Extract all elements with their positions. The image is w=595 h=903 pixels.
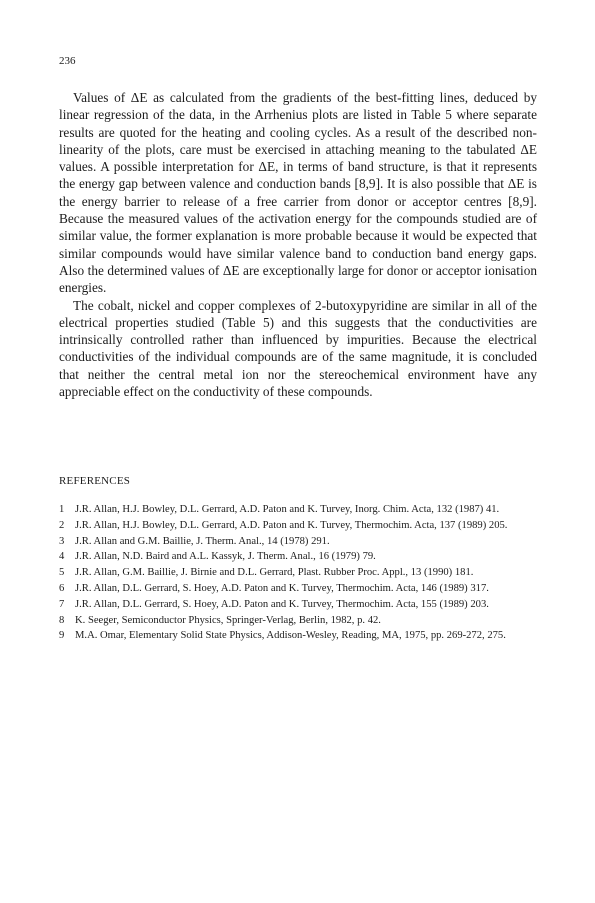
reference-number: 3 [59,535,65,547]
reference-text: J.R. Allan, D.L. Gerrard, S. Hoey, A.D. Paton and K. Turvey, Thermochim. Acta, 155 (1989) 203. [75,598,489,610]
references-list [59,502,537,644]
reference-text: J.R. Allan, D.L. Gerrard, S. Hoey, A.D. Paton and K. Turvey, Thermochim. Acta, 146 (1989) 317. [75,582,489,594]
reference-text: J.R. Allan and G.M. Baillie, J. Therm. Anal., 14 (1978) 291. [75,535,330,547]
reference-text: J.R. Allan, H.J. Bowley, D.L. Gerrard, A.D. Paton and K. Turvey, Inorg. Chim. Acta, 132 (1987) 41. [75,504,500,515]
body-text [59,89,537,400]
reference-item [59,518,537,534]
reference-text: J.R. Allan, N.D. Baird and A.L. Kassyk, J. Therm. Anal., 16 (1979) 79. [75,551,376,563]
body-paragraph: Values of ΔE as calculated from the gradients of the best-fitting lines, deduced by linear regression of the data, in the Arrhenius plots are listed in Table 5 where separate results are quoted for the heating and cooling cycles. As a result of the described non-linearity of the plots, care must be exercised in attaching meaning to the tabulated ΔE values. A possible interpretation for ΔE, in terms of band structure, is that it represents the energy gap between valence and conduction bands [8,9]. It is also possible that ΔE is the energy barrier to release of a free carrier from donor or acceptor centres [8,9]. Because the measured values of the activation energy for the compounds studied are of similar value, the former explanation is more probable because it would be expected that similar compounds would have similar valence band to conduction band energy gaps. Also the determined values of ΔE are exceptionally large for donor or acceptor ionisation energies. [59,90,537,296]
page-number: 236 [59,55,76,67]
reference-item [59,628,537,644]
reference-item [59,613,537,629]
reference-item [59,565,537,581]
reference-number: 9 [59,630,65,642]
reference-number: 8 [59,614,65,626]
reference-item [59,549,537,565]
reference-item [59,581,537,597]
reference-number: 6 [59,582,65,594]
reference-text: J.R. Allan, H.J. Bowley, D.L. Gerrard, A.D. Paton and K. Turvey, Thermochim. Acta, 137 (1989) 205. [75,519,508,531]
reference-text: M.A. Omar, Elementary Solid State Physics, Addison-Wesley, Reading, MA, 1975, pp. 269-272, 275. [75,630,506,642]
reference-item [59,534,537,550]
reference-item [59,502,537,518]
reference-text: K. Seeger, Semiconductor Physics, Springer-Verlag, Berlin, 1982, p. 42. [75,614,381,626]
references-heading: REFERENCES [59,475,131,487]
reference-item [59,597,537,613]
reference-number: 4 [59,551,65,563]
reference-number: 1 [59,504,65,515]
reference-number: 2 [59,519,65,531]
body-paragraph: The cobalt, nickel and copper complexes of 2-butoxypyridine are similar in all of the electrical properties studied (Table 5) and this suggests that the conductivities are intrinsically controlled rather than influenced by impurities. Because the electrical conductivities of the individual compounds are of the same magnitude, it is concluded that neither the central metal ion nor the stereochemical environment have any appreciable effect on the conductivity of these compounds. [59,297,537,400]
reference-text: J.R. Allan, G.M. Baillie, J. Birnie and D.L. Gerrard, Plast. Rubber Proc. Appl., 13 (1990) 181. [75,567,474,579]
reference-number: 7 [59,598,65,610]
reference-number: 5 [59,567,65,579]
